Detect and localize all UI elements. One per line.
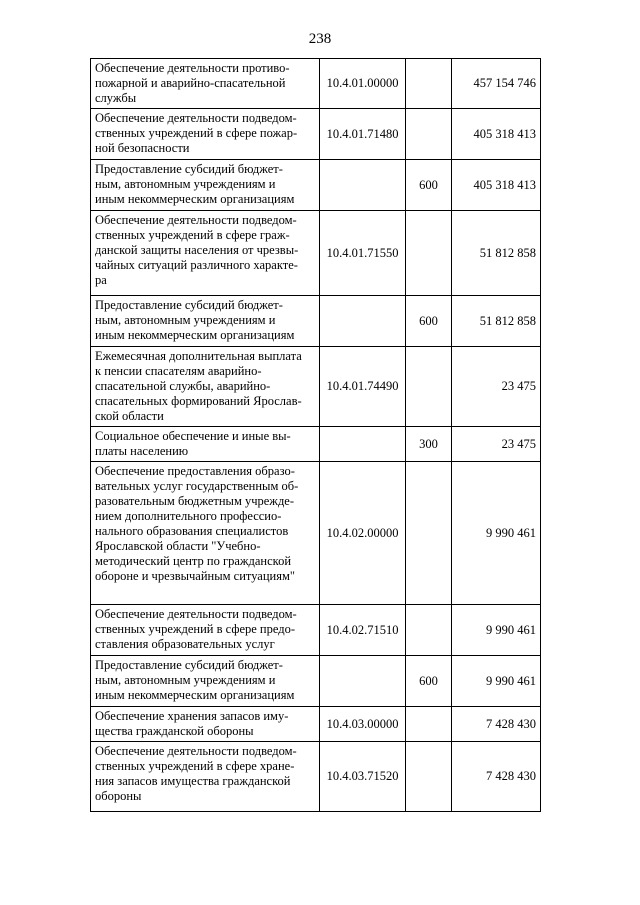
row-amount: 405 318 413 [452,109,541,160]
row-code: 10.4.02.00000 [320,462,406,605]
row-type: 600 [406,296,452,347]
row-amount: 7 428 430 [452,742,541,812]
row-amount: 23 475 [452,427,541,462]
table-row [91,59,541,109]
row-name: Обеспечение деятельности подведом- ственных учреждений в сфере хране- ния запасов имущества гражданской обороны [91,742,320,812]
table-row [91,160,541,211]
row-code [320,427,406,462]
table-row [91,296,541,347]
row-type [406,347,452,427]
row-name: Обеспечение деятельности подведом- ственных учреждений в сфере предо- ставления образовательных услуг [91,605,320,656]
budget-table [90,58,541,812]
table-row [91,347,541,427]
row-code: 10.4.03.00000 [320,707,406,742]
row-name: Ежемесячная дополнительная выплата к пенсии спасателям аварийно- спасательной службы, аварийно- спасательных формирований Ярослав- ской области [91,347,320,427]
row-code [320,656,406,707]
table-row [91,605,541,656]
row-code [320,296,406,347]
page-number: 238 [308,31,332,47]
row-amount: 9 990 461 [452,605,541,656]
row-name: Социальное обеспечение и иные вы- платы населению [91,427,320,462]
table-row [91,707,541,742]
row-code: 10.4.03.71520 [320,742,406,812]
row-name: Обеспечение предоставления образо- вательных услуг государственным об- разовательным бюджетным учрежде- нием дополнительного профессио- нального образования специалистов Ярославской области "Учебно- методический центр по гражданской обороне и чрезвычайным ситуациям" [91,462,320,605]
row-name: Предоставление субсидий бюджет- ным, автономным учреждениям и иным некоммерческим организациям [91,296,320,347]
row-name: Предоставление субсидий бюджет- ным, автономным учреждениям и иным некоммерческим организациям [91,656,320,707]
table-row [91,427,541,462]
row-type [406,211,452,296]
row-type [406,462,452,605]
table-row [91,109,541,160]
row-amount: 7 428 430 [452,707,541,742]
row-name: Обеспечение деятельности подведом- ственных учреждений в сфере граж- данской защиты населения от чрезвы- чайных ситуаций различного характе- ра [91,211,320,296]
row-type [406,109,452,160]
row-type: 600 [406,656,452,707]
row-amount: 51 812 858 [452,296,541,347]
row-code: 10.4.01.74490 [320,347,406,427]
row-amount: 9 990 461 [452,656,541,707]
row-type [406,605,452,656]
table-row [91,211,541,296]
row-type [406,59,452,109]
row-amount: 405 318 413 [452,160,541,211]
row-name: Обеспечение деятельности подведом- ственных учреждений в сфере пожар- ной безопасности [91,109,320,160]
row-name: Обеспечение хранения запасов иму- щества гражданской обороны [91,707,320,742]
row-type: 300 [406,427,452,462]
row-name: Предоставление субсидий бюджет- ным, автономным учреждениям и иным некоммерческим организациям [91,160,320,211]
row-amount: 23 475 [452,347,541,427]
table-row [91,462,541,605]
row-code: 10.4.01.71480 [320,109,406,160]
table-row [91,742,541,812]
row-code: 10.4.01.71550 [320,211,406,296]
row-amount: 51 812 858 [452,211,541,296]
row-code: 10.4.01.00000 [320,59,406,109]
row-amount: 457 154 746 [452,59,541,109]
row-type [406,742,452,812]
row-type [406,707,452,742]
row-name: Обеспечение деятельности противо- пожарной и аварийно-спасательной службы [91,59,320,109]
row-code: 10.4.02.71510 [320,605,406,656]
row-code [320,160,406,211]
row-amount: 9 990 461 [452,462,541,605]
table-row [91,656,541,707]
row-type: 600 [406,160,452,211]
